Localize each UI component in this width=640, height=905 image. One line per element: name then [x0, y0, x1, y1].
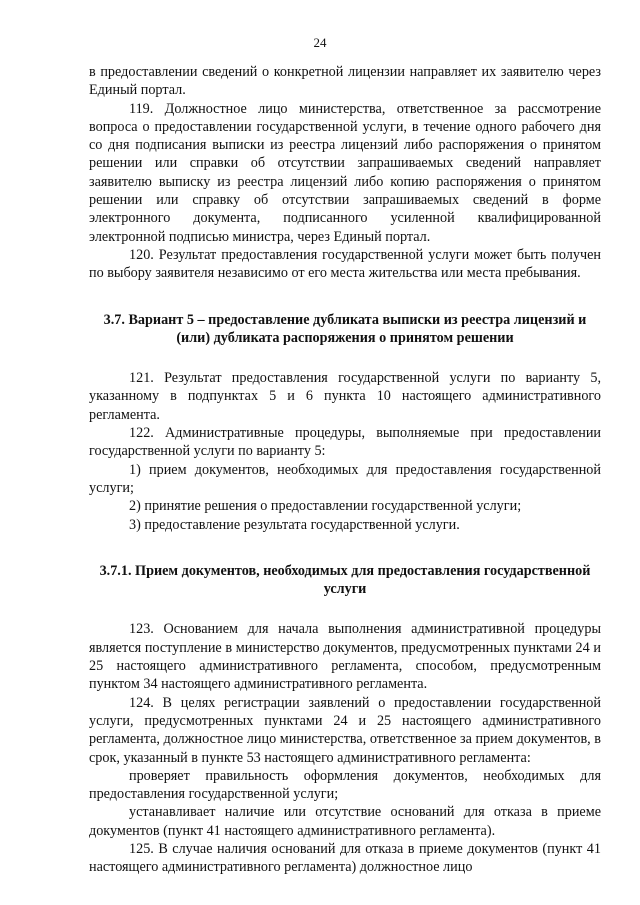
paragraph: 1) прием документов, необходимых для предоставления государственной услуги; [89, 461, 601, 496]
spacer [89, 598, 601, 620]
section-heading: 3.7.1. Прием документов, необходимых для предоставления государственной услуги [99, 562, 591, 598]
paragraph: 122. Административные процедуры, выполняемые при предоставлении государственной услуги по варианту 5: [89, 425, 601, 460]
paragraph: 123. Основанием для начала выполнения административной процедуры является поступление в министерство документов, предусмотренных пунктами 24 и 25 настоящего административного регламента, способом, предусмотренным пунктом 34 настоящего административного регламента. [89, 621, 601, 693]
paragraph: в предоставлении сведений о конкретной лицензии направляет их заявителю через Единый портал. [89, 64, 601, 99]
paragraph: 125. В случае наличия оснований для отказа в приеме документов (пункт 41 настоящего административного регламента) должностное лицо [89, 840, 601, 876]
section-heading: 3.7. Вариант 5 – предоставление дубликата выписки из реестра лицензий и (или) дубликата распоряжения о принятом решении [103, 311, 587, 346]
paragraph: устанавливает наличие или отсутствие оснований для отказа в приеме документов (пункт 41 настоящего административного регламента). [89, 804, 601, 839]
spacer [89, 534, 601, 562]
page-number: 24 [313, 35, 327, 50]
page-content [89, 63, 601, 877]
paragraph: 3) предоставление результата государственной услуги. [129, 516, 460, 533]
spacer [89, 347, 601, 369]
paragraph: 119. Должностное лицо министерства, ответственное за рассмотрение вопроса о предоставлении государственной услуги, в течение одного рабочего дня со дня подписания выписки из реестра лицензий либо распоряжения о принятом решении или справки об отсутствии запрашиваемых сведений направляет заявителю выписку из реестра лицензий либо копию распоряжения о принятом решении или справку об отсутствии запрашиваемых сведений в форме электронного документа, подписанного усиленной квалифицированной электронной подписью министра, через Единый портал. [89, 100, 601, 245]
spacer [89, 283, 601, 311]
paragraph: 121. Результат предоставления государственной услуги по варианту 5, указанному в подпунктах 5 и 6 пункта 10 настоящего административного регламента. [89, 370, 601, 423]
paragraph: 120. Результат предоставления государственной услуги может быть получен по выбору заявителя независимо от его места жительства или места пребывания. [89, 246, 601, 282]
paragraph: проверяет правильность оформления документов, необходимых для предоставления государственной услуги; [89, 767, 601, 803]
paragraph: 2) принятие решения о предоставлении государственной услуги; [129, 498, 522, 515]
paragraph: 124. В целях регистрации заявлений о предоставлении государственной услуги, предусмотренных пунктами 24 и 25 настоящего административного регламента, должностное лицо министерства, ответственное за прием документов, в срок, указанный в пункте 53 настоящего административного регламента: [89, 694, 601, 766]
